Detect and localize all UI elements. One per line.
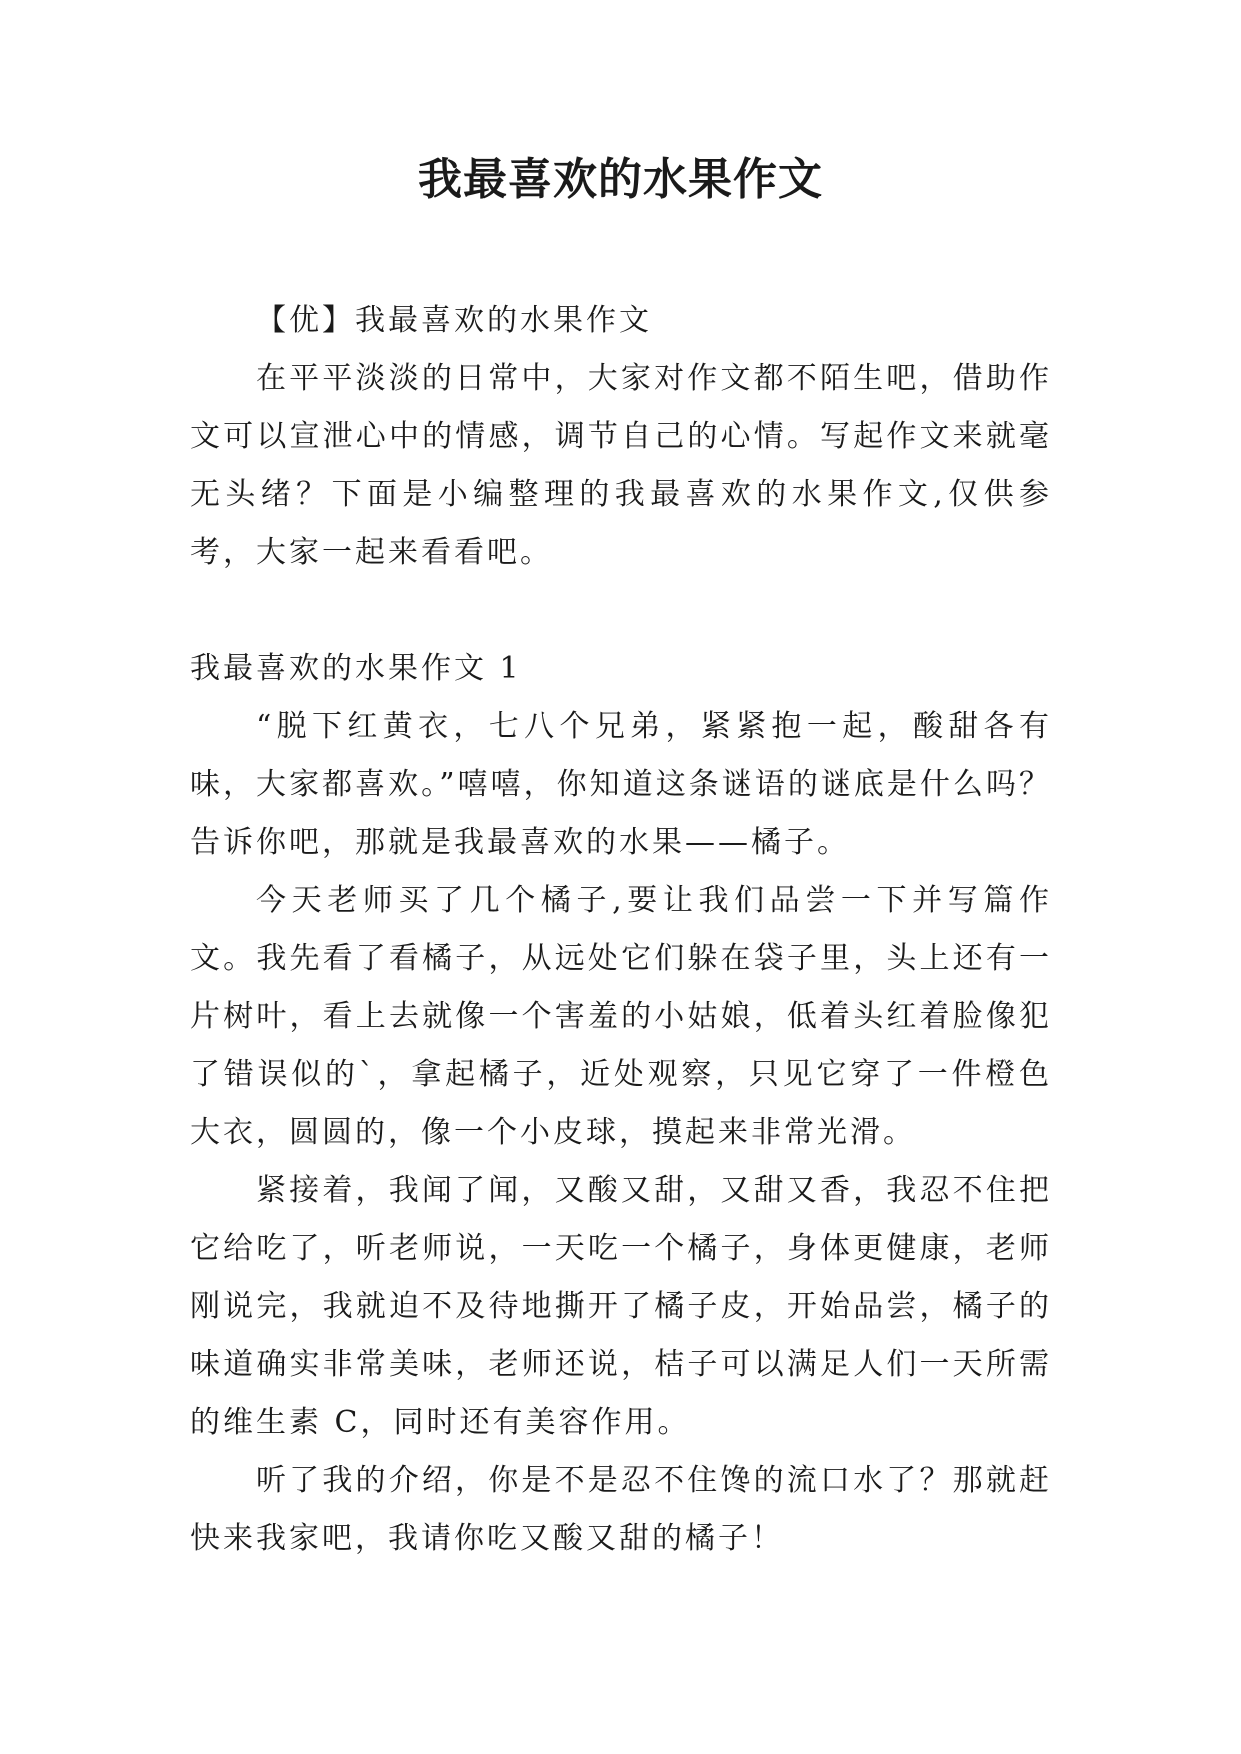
section-spacer [190, 582, 1052, 640]
intro-label: 【优】我最喜欢的水果作文 [256, 303, 652, 338]
essay-paragraph-1: “脱下红黄衣，七八个兄弟，紧紧抱一起，酸甜各有味，大家都喜欢。”嘻嘻，你知道这条谜语的谜底是什么吗？告诉你吧，那就是我最喜欢的水果——橘子。 [190, 709, 1052, 860]
essay-paragraph-3: 紧接着，我闻了闻，又酸又甜，又甜又香，我忍不住把它给吃了，听老师说，一天吃一个橘子，身体更健康，老师刚说完，我就迫不及待地撕开了橘子皮，开始品尝，橘子的味道确实非常美味，老师还说，桔子可以满足人们一天所需的维生素 C，同时还有美容作用。 [190, 1173, 1052, 1440]
section-heading: 我最喜欢的水果作文 1 [190, 651, 522, 686]
document-title: 我最喜欢的水果作文 [418, 154, 823, 205]
intro-paragraph: 在平平淡淡的日常中，大家对作文都不陌生吧，借助作文可以宣泄心中的情感，调节自己的心情。写起作文来就毫无头绪？下面是小编整理的我最喜欢的水果作文,仅供参考，大家一起来看看吧。 [190, 361, 1052, 570]
document-body [190, 292, 1052, 1568]
essay-paragraph-2: 今天老师买了几个橘子,要让我们品尝一下并写篇作文。我先看了看橘子，从远处它们躲在袋子里，头上还有一片树叶，看上去就像一个害羞的小姑娘，低着头红着脸像犯了错误似的`，拿起橘子，近处观察，只见它穿了一件橙色大衣，圆圆的，像一个小皮球，摸起来非常光滑。 [190, 883, 1052, 1150]
essay-paragraph-4: 听了我的介绍，你是不是忍不住馋的流口水了？那就赶快来我家吧，我请你吃又酸又甜的橘子！ [190, 1463, 1052, 1556]
